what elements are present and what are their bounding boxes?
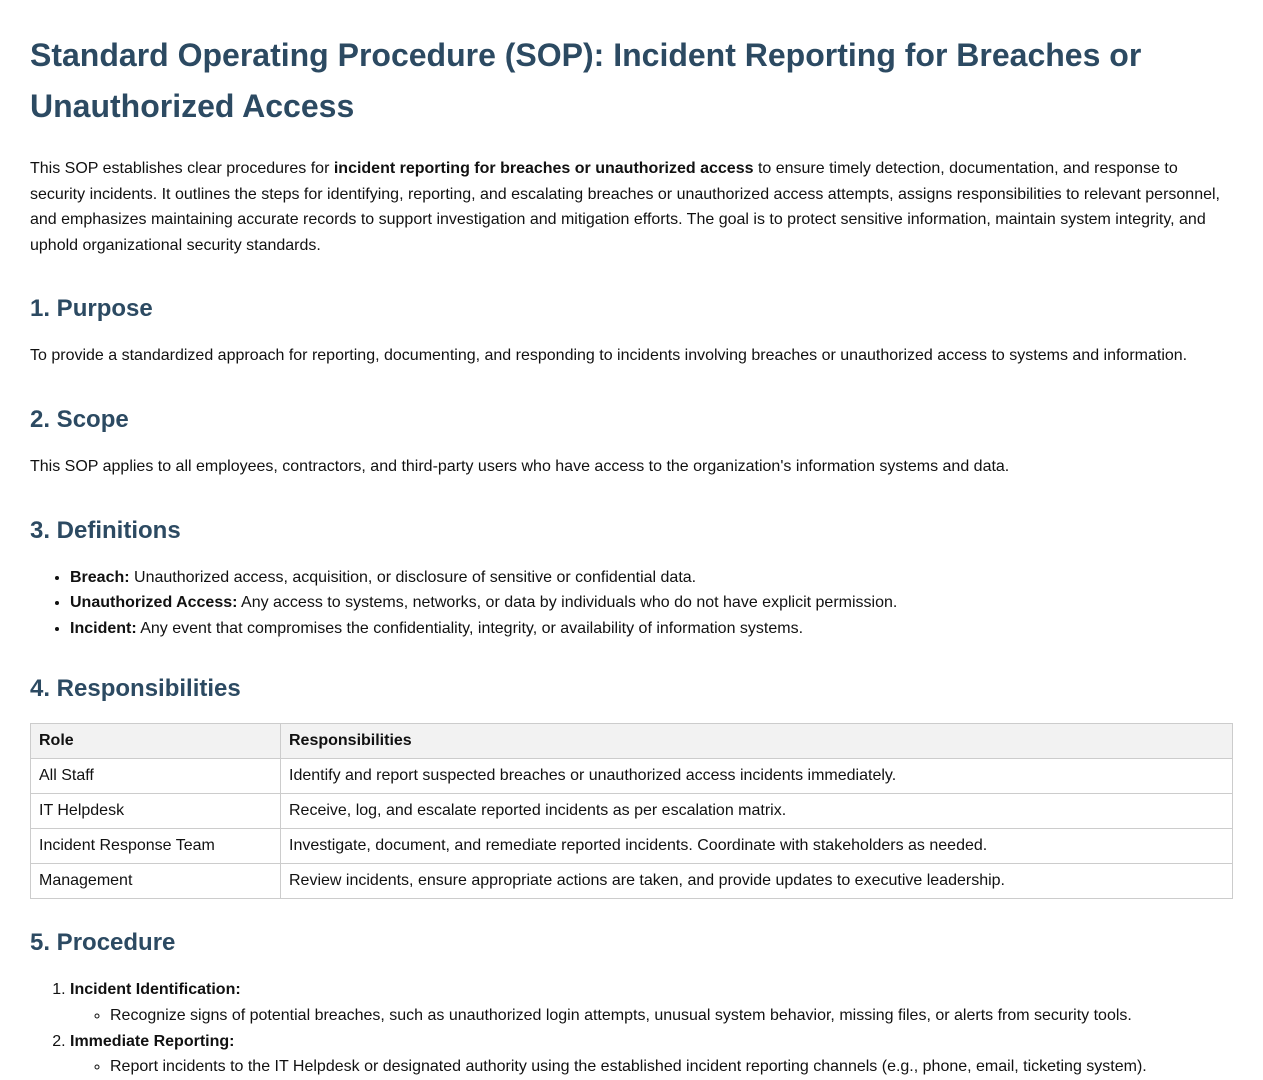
- definitions-heading: 3. Definitions: [30, 516, 181, 544]
- purpose-text: To provide a standardized approach for reporting, documenting, and responding to incidents involving breaches or unauthorized access to systems and information.: [30, 347, 1188, 365]
- responsibilities-heading: 4. Responsibilities: [30, 675, 241, 703]
- responsibility-cell: Receive, log, and escalate reported incidents as per escalation matrix.: [281, 794, 1233, 829]
- intro-text-start: This SOP establishes clear procedures for: [30, 160, 334, 177]
- role-cell: Management: [31, 864, 281, 899]
- procedure-steps: [30, 977, 1233, 1079]
- page-title: Standard Operating Procedure (SOP): Incident Reporting for Breaches or Unauthorized Access: [30, 37, 1142, 124]
- definition-term: Unauthorized Access:: [70, 594, 238, 612]
- procedure-heading: 5. Procedure: [30, 929, 176, 957]
- definition-item: [70, 616, 1233, 642]
- step-details: [70, 1003, 1233, 1029]
- column-header-responsibilities: Responsibilities: [281, 724, 1233, 759]
- purpose-heading: 1. Purpose: [30, 295, 153, 323]
- definition-item: [70, 565, 1233, 591]
- table-row: [31, 759, 1233, 794]
- responsibility-cell: Review incidents, ensure appropriate actions are taken, and provide updates to executive leadership.: [281, 864, 1233, 899]
- procedure-step: [70, 977, 1233, 1028]
- intro-text-end: to ensure timely detection, documentation, and response to security incidents. It outlines the steps for identifying, reporting, and escalating breaches or unauthorized access attempts, assigns responsibilities to relevant personnel, and emphasizes maintaining accurate records to support investigation and mitigation efforts. The goal is to protect sensitive information, maintain system integrity, and uphold organizational security standards.: [30, 160, 1220, 254]
- step-detail: ◦ Report incidents to the IT Helpdesk or designated authority using the established incident reporting channels (e.g., phone, email, ticketing system).: [110, 1054, 1233, 1080]
- step-title: Immediate Reporting:: [70, 1032, 235, 1050]
- definition-text: Unauthorized access, acquisition, or disclosure of sensitive or confidential data.: [129, 568, 697, 586]
- column-header-role: Role: [31, 724, 281, 759]
- responsibilities-table: [30, 723, 1233, 899]
- intro-paragraph: [30, 156, 1233, 258]
- table-header-row: [31, 724, 1233, 759]
- definition-term: Breach:: [70, 568, 130, 586]
- definition-text: Any access to systems, networks, or data by individuals who do not have explicit permission.: [237, 594, 898, 612]
- definition-text: Any event that compromises the confidentiality, integrity, or availability of information systems.: [136, 619, 804, 637]
- responsibility-cell: Investigate, document, and remediate reported incidents. Coordinate with stakeholders as needed.: [281, 829, 1233, 864]
- role-cell: All Staff: [31, 759, 281, 794]
- intro-bold-phrase: incident reporting for breaches or unauthorized access: [333, 160, 754, 177]
- table-row: [31, 864, 1233, 899]
- definition-item: [70, 590, 1233, 616]
- step-details: [70, 1054, 1233, 1080]
- definitions-list: [30, 565, 1233, 642]
- scope-heading: 2. Scope: [30, 405, 129, 433]
- role-cell: IT Helpdesk: [31, 794, 281, 829]
- scope-text: This SOP applies to all employees, contractors, and third-party users who have access to the organization's information systems and data.: [30, 457, 1010, 475]
- table-row: [31, 829, 1233, 864]
- definition-term: Incident:: [70, 619, 137, 637]
- responsibility-cell: Identify and report suspected breaches or unauthorized access incidents immediately.: [281, 759, 1233, 794]
- role-cell: Incident Response Team: [31, 829, 281, 864]
- step-detail: ◦ Recognize signs of potential breaches, such as unauthorized login attempts, unusual system behavior, missing files, or alerts from security tools.: [110, 1003, 1233, 1029]
- step-title: Incident Identification:: [70, 981, 241, 999]
- table-row: [31, 794, 1233, 829]
- procedure-step: [70, 1029, 1233, 1080]
